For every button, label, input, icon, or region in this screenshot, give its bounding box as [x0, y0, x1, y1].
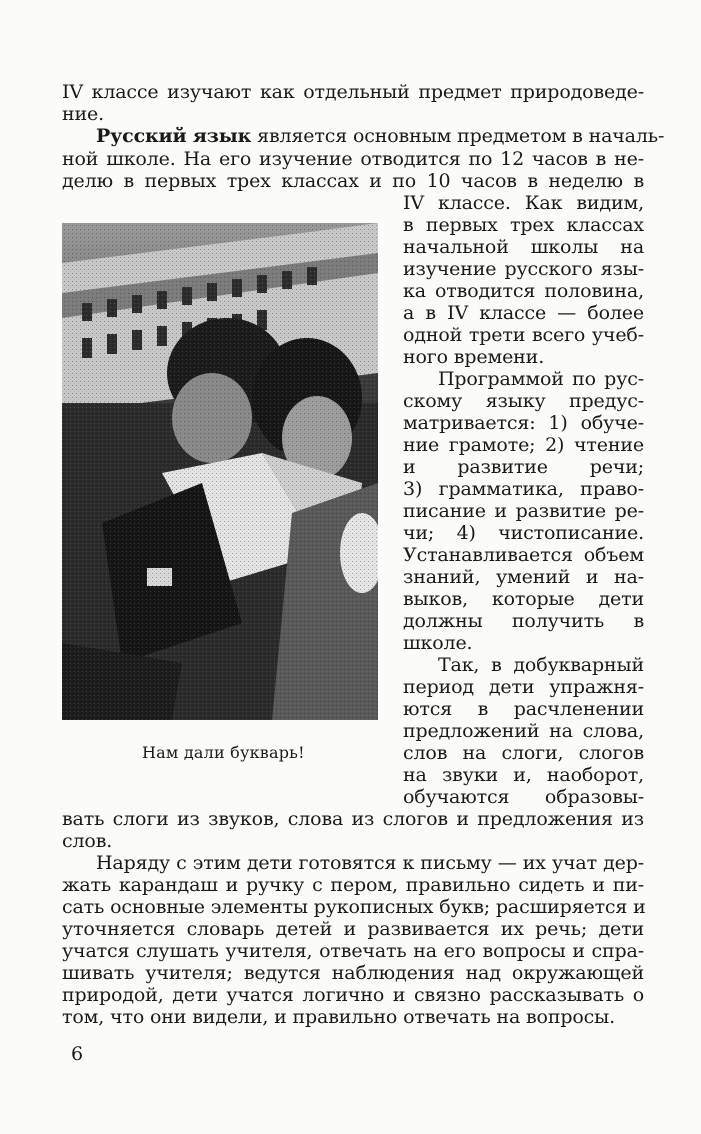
col-line-7: одной трети всего учеб-: [403, 324, 644, 346]
col-line-19: выков, которые дети: [403, 588, 644, 610]
text-line-4: ной школе. На его изучение отводится по 12 часов в не-: [62, 148, 644, 170]
col-line-2: в первых трех классах: [403, 214, 644, 236]
col-line-5: ка отводится половина,: [403, 280, 644, 302]
col-line-28: обучаются образовы-: [403, 786, 644, 808]
text-line-12: учатся слушать учителя, отвечать на его вопросы и спра-: [62, 940, 644, 962]
col-line-18: знаний, умений и на-: [403, 566, 644, 588]
col-line-13: и развитие речи;: [403, 456, 644, 478]
col-line-20: должны получить в: [403, 610, 644, 632]
col-line-10: скому языку предус-: [403, 390, 644, 412]
bold-subject: Русский язык: [96, 125, 252, 147]
photo-illustration: [62, 223, 378, 720]
text-line-9: жать карандаш и ручку с пером, правильно сидеть и пи-: [62, 874, 644, 896]
col-line-16: чи; 4) чистописание.: [403, 522, 644, 544]
photo-caption: Нам дали букварь!: [142, 743, 305, 762]
col-line-9: Программой по рус-: [438, 368, 644, 390]
col-line-3: начальной школы на: [403, 236, 644, 258]
col-line-27: на звуки и, наоборот,: [403, 764, 644, 786]
text-line-5: делю в первых трех классах и по 10 часов в неделю в: [62, 170, 644, 192]
text-line-13: шивать учителя; ведутся наблюдения над окружающей: [62, 962, 644, 984]
col-line-21: школе.: [403, 632, 473, 654]
text-line-2: ние.: [62, 103, 105, 125]
col-line-14: 3) грамматика, право-: [403, 478, 644, 500]
photo-children-with-primer: [62, 223, 378, 720]
col-line-15: писание и развитие ре-: [403, 500, 644, 522]
col-line-6: а в IV классе — более: [403, 302, 644, 324]
col-line-22: Так, в добукварный: [438, 654, 644, 676]
col-line-17: Устанавливается объем: [403, 544, 644, 566]
text-line-1: IV классе изучают как отдельный предмет природоведе-: [62, 81, 644, 103]
col-line-11: матривается: 1) обуче-: [403, 412, 644, 434]
col-line-24: ются в расчленении: [403, 698, 644, 720]
text-line-8: Наряду с этим дети готовятся к письму — их учат дер-: [96, 852, 644, 874]
col-line-12: ние грамоте; 2) чтение: [403, 434, 644, 456]
text-line-14: природой, дети учатся логично и связно рассказывать о: [62, 984, 644, 1006]
col-line-23: период дети упражня-: [403, 676, 644, 698]
text-line-6: вать слоги из звуков, слова из слогов и предложения из: [62, 808, 644, 830]
text-line-15: том, что они видели, и правильно отвечать на вопросы.: [62, 1006, 616, 1028]
text-line-10: сать основные элементы рукописных букв; расширяется и: [62, 896, 646, 918]
page-number: 6: [71, 1043, 84, 1065]
col-line-4: изучение русского язы-: [403, 258, 644, 280]
text-line-3: [96, 125, 665, 147]
text-line-11: уточняется словарь детей и развивается их речь; дети: [62, 918, 644, 940]
text-line-3-rest: является основным предметом в началь-: [251, 125, 665, 147]
col-line-25: предложений на слова,: [403, 720, 644, 742]
col-line-26: слов на слоги, слогов: [403, 742, 644, 764]
col-line-1: IV классе. Как видим,: [403, 192, 644, 214]
col-line-8: ного времени.: [403, 346, 545, 368]
text-line-7: слов.: [62, 830, 113, 852]
